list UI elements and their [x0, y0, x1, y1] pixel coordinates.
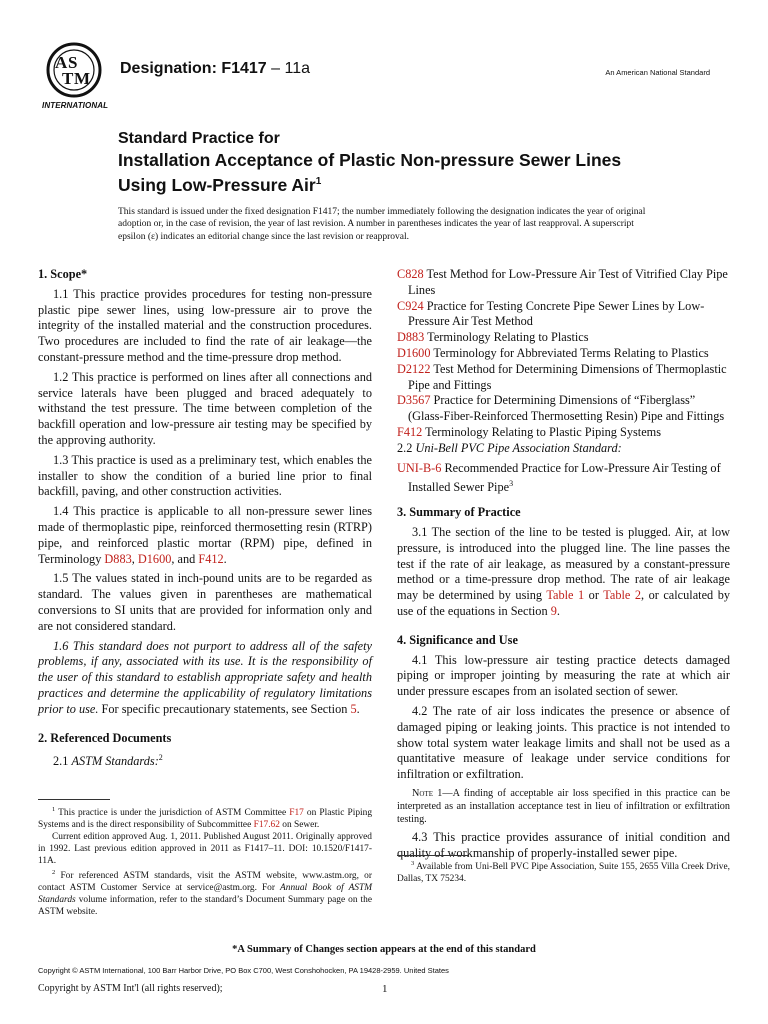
- para-4-3: 4.3 This practice provides assurance of initial condition and quality of workmanship of properly-installed sewer pipe.: [397, 830, 730, 860]
- footnote-3: $^3$ Available from Uni-Bell PVC Pipe Association, Suite 155, 2655 Villa Creek Drive, Dallas, TX 75234.: [397, 860, 730, 885]
- footnote-1: $^1$ This practice is under the jurisdiction of ASTM Committee F17 on Plastic Piping Systems and is the direct responsibility of Subcommittee F17.62 on Sewer.: [38, 806, 373, 831]
- para-2-2: 2.2 Uni-Bell PVC Pipe Association Standard:: [397, 440, 622, 455]
- note-1: Note 1—A finding of acceptable air loss specified in this practice can be interpreted as an installation acceptance test in lieu of infiltration or exfiltration testing.: [397, 788, 731, 825]
- ref-link[interactable]: D1600: [397, 345, 431, 360]
- para-1-4: 1.4 This practice is applicable to all non-pressure sewer lines made of thermoplastic pipe, reinforced thermosetting resin (RTRP) pipe, and reinforced plastic mortar (RPM) pipe, defined in Terminology D883, D1600, and F412.: [38, 504, 372, 566]
- svg-text:S: S: [68, 53, 78, 72]
- ref-item: D3567 Practice for Determining Dimensions of “Fiberglass” (Glass-Fiber-Reinforced Thermosetting Resin) Pipe and Fittings: [397, 393, 725, 424]
- ref-item: C924 Practice for Testing Concrete Pipe Sewer Lines by Low-Pressure Air Test Method: [397, 298, 705, 329]
- link-table-1[interactable]: Table 1: [546, 588, 585, 603]
- ref-item: C828 Test Method for Low-Pressure Air Test of Vitrified Clay Pipe Lines: [397, 267, 728, 297]
- svg-text:A: A: [55, 53, 68, 72]
- ref-item: D2122 Test Method for Determining Dimensions of Thermoplastic Pipe and Fittings: [397, 361, 727, 392]
- para-1-6: 1.6 This standard does not purport to address all of the safety problems, if any, associated with its use. It is the responsibility of the user of this standard to establish appropriate safety and health practices and determine the applicability of regulatory limitations prior to use. For specific precautionary statements, see Section 5.: [38, 638, 372, 716]
- left-column: [38, 267, 372, 774]
- ref-link[interactable]: F412: [397, 424, 423, 439]
- title-line-1: Standard Practice for: [118, 130, 280, 147]
- link-d883[interactable]: D883: [104, 551, 132, 566]
- link-table-2[interactable]: Table 2: [603, 588, 642, 603]
- link-f17-62[interactable]: F17.62: [253, 820, 280, 831]
- copyright-line: Copyright © ASTM International, 100 Barr Harbor Drive, PO Box C700, West Conshohocken, PA 19428-2959. United States: [38, 966, 449, 975]
- significance-heading: 4. Significance and Use: [397, 632, 518, 647]
- svg-text:M: M: [74, 69, 91, 88]
- para-1-1: 1.1 This practice provides procedures for testing non-pressure plastic pipe sewer lines, using low-pressure air to prove the integrity of the installed material and the construction procedures. Two procedures are included to find the rate of air leakage—the constant-pressure method and the time-pressure drop method.: [38, 286, 372, 364]
- ref-link[interactable]: D2122: [397, 361, 431, 376]
- footnote-2: $^2$ For referenced ASTM standards, visit the ASTM website, www.astm.org, or contact ASTM Customer Service at service@astm.org. For Annual Book of ASTM Standards volume information, refer to the standard’s Document Summary page on the ASTM website.: [38, 869, 373, 918]
- footnote-divider: [38, 799, 110, 800]
- svg-text:T: T: [62, 69, 74, 88]
- ref-item: F412 Terminology Relating to Plastic Piping Systems: [397, 424, 661, 439]
- copyright-short: Copyright by ASTM Int'l (all rights reserved);: [38, 983, 223, 994]
- issued-statement: This standard is issued under the fixed designation F1417; the number immediately following the designation indicates the year of original adoption or, in the case of revision, the year of last revision. A number in parentheses indicates the year of last reapproval. A superscript epsilon (ε) indicates an editorial change since the last revision or reapproval.: [118, 207, 646, 242]
- ref-item: D883 Terminology Relating to Plastics: [397, 330, 589, 345]
- ref-item: D1600 Terminology for Abbreviated Terms Relating to Plastics: [397, 345, 709, 360]
- link-d1600[interactable]: D1600: [137, 551, 172, 566]
- title-line-2: Installation Acceptance of Plastic Non-pressure Sewer Lines: [118, 150, 622, 170]
- ref-link[interactable]: D3567: [397, 393, 431, 408]
- ref-link[interactable]: C924: [397, 298, 424, 313]
- summary-heading: 3. Summary of Practice: [397, 505, 521, 520]
- footnotes-left: [38, 804, 372, 918]
- designation: Designation: F1417 – 11a: [120, 60, 310, 77]
- ref-link-unib[interactable]: UNI-B-6: [397, 460, 442, 475]
- link-section-9[interactable]: 9: [550, 604, 557, 619]
- link-section-5[interactable]: 5: [350, 701, 357, 716]
- refdocs-heading: 2. Referenced Documents: [38, 730, 172, 745]
- para-1-2: 1.2 This practice is performed on lines after all connections and service laterals have been plugged and braced adequately to withstand the test pressure. The time between completion of the backfill operation and low-pressure air testing may be specified by the approving authority.: [38, 369, 372, 447]
- link-f412[interactable]: F412: [198, 551, 224, 566]
- footnote-1b: Current edition approved Aug. 1, 2011. Published August 2011. Originally approved in 1992. Last previous edition approved in 2011 as F1417–11. DOI: 10.1520/F1417-11A.: [38, 832, 372, 867]
- national-standard-label: An American National Standard: [605, 68, 710, 77]
- summary-of-changes-notice: *A Summary of Changes section appears at the end of this standard: [232, 944, 536, 955]
- right-column: [397, 267, 730, 866]
- footnotes-right: [397, 858, 730, 885]
- link-f17[interactable]: F17: [289, 808, 304, 819]
- document-title: [118, 128, 718, 196]
- para-1-3: 1.3 This practice is used as a preliminary test, which enables the installer to show the condition of a buried line prior to final backfill, paving, and other construction activities.: [38, 452, 372, 499]
- para-4-2: 4.2 The rate of air loss indicates the presence or absence of damaged piping or leaking joints. This practice is not intended to show total system water leakage limits and shall not be used as a quantitative measure of leakage under service conditions for infiltration or exfiltration.: [397, 704, 730, 782]
- ref-link[interactable]: C828: [397, 267, 424, 281]
- logo-lettering: INTERNATIONAL: [42, 101, 108, 110]
- scope-heading: 1. Scope*: [38, 267, 88, 281]
- footnote-divider: [397, 855, 469, 856]
- title-line-3: Using Low-Pressure Air$^1$: [118, 174, 322, 195]
- para-1-5: 1.5 The values stated in inch-pound units are to be regarded as standard. The values given in parentheses are mathematical conversions to SI units that are provided for information only and are not considered standard.: [38, 571, 372, 633]
- para-2-1: 2.1 ASTM Standards:$^2$: [53, 753, 163, 769]
- ref-link[interactable]: D883: [397, 330, 425, 345]
- ref-item-unib: UNI-B-6 Recommended Practice for Low-Pressure Air Testing of Installed Sewer Pipe$^3$: [397, 460, 721, 495]
- para-4-1: 4.1 This low-pressure air testing practice detects damaged piping or improper jointing by measuring the rate at which air under pressure escapes from an isolated section of sewer.: [397, 652, 730, 699]
- page-number: 1: [382, 983, 388, 995]
- astm-logo: [40, 40, 112, 112]
- para-3-1: 3.1 The section of the line to be tested is plugged. Air, at low pressure, is introduced into the plugged line. The line passes the test if the rate of air leakage, as measured by a constant-pressure method or a time-pressure drop method. The rate of air leakage may be determined by using Table 1 or Table 2, or calculated by use of the equations in Section 9.: [397, 525, 730, 619]
